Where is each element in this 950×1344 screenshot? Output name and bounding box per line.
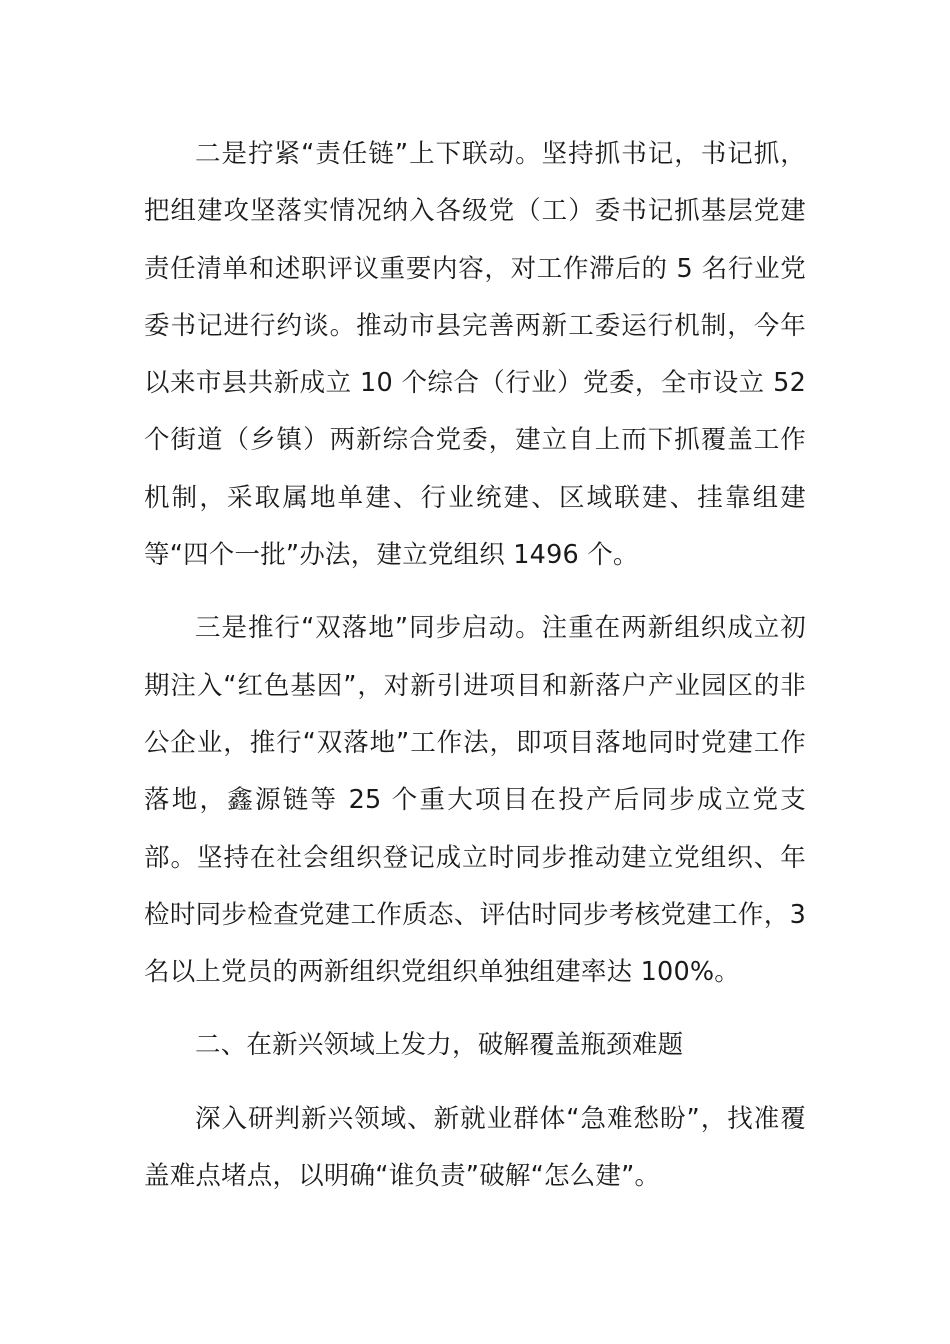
- paragraph-spacer: [144, 1001, 806, 1017]
- paragraph-spacer: [144, 584, 806, 600]
- paragraph-double-landing: 三是推行“双落地”同步启动。注重在两新组织成立初期注入“红色基因”，对新引进项目和新落户产业园区的非公企业，推行“双落地”工作法，即项目落地同时党建工作落地，鑫源链等 25 个重大项目在投产后同步成立党支部。坚持在社会组织登记成立时同步推动建立党组织、年检时同步检查党建工作质态、评估时同步考核党建工作，3 名以上党员的两新组织党组织单独组建率达 100%。: [144, 613, 806, 988]
- document-body: [144, 126, 806, 1205]
- paragraph-new-fields: 深入研判新兴领域、新就业群体“急难愁盼”，找准覆盖难点堵点，以明确“谁负责”破解“怎么建”。: [144, 1103, 806, 1192]
- section-heading: 二、在新兴领域上发力，破解覆盖瓶颈难题: [195, 1030, 684, 1061]
- paragraph-spacer: [144, 1075, 806, 1091]
- paragraph-responsibility-chain: 二是拧紧“责任链”上下联动。坚持抓书记，书记抓，把组建攻坚落实情况纳入各级党（工）委书记抓基层党建责任清单和述职评议重要内容，对工作滞后的 5 名行业党委书记进行约谈。推动市县完善两新工委运行机制，今年以来市县共新成立 10 个综合（行业）党委，全市设立 52 个街道（乡镇）两新综合党委，建立自上而下抓覆盖工作机制，采取属地单建、行业统建、区域联建、挂靠组建等“四个一批”办法，建立党组织 1496 个。: [144, 139, 806, 571]
